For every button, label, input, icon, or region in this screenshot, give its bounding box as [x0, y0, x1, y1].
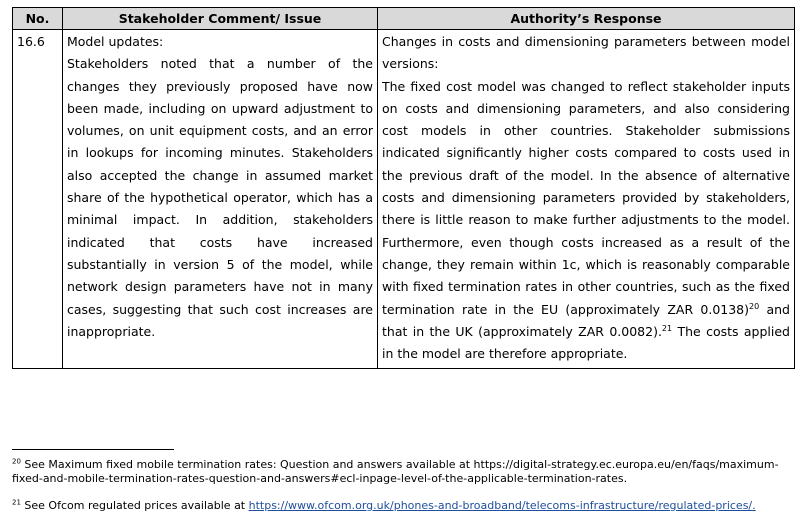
- response-body-part1: The fixed cost model was changed to reflect stakeholder inputs on costs and dimensioning parameters, and also considering cost models in other countries. Stakeholder submissions indicated significantly higher costs compared to costs used in the previous draft of the model. In the absence of alternative costs and dimensioning parameters provided by stakeholders, there is little reason to make further adjustments to the model. Furthermore, even though costs increased as a result of the change, they remain within 1c, which is reasonably comparable with fixed termination rates in other countries, such as the fixed termination rate in the EU (approximately ZAR 0.0138): [382, 78, 790, 317]
- footnote-21-marker: 21: [12, 498, 21, 507]
- response-cell: [378, 30, 795, 369]
- comment-body: Stakeholders noted that a number of the changes they previously proposed have now been made, including on upward adjustment to volumes, on unit equipment costs, and an error in lookups for incoming minutes. Stakeholders also accepted the change in assumed market share of the hypothetical operator, which has a minimal impact. In addition, stakeholders indicated that costs have increased substantially in version 5 of the model, while network design parameters have not in many cases, suggesting that such cost increases are inappropriate.: [67, 56, 373, 339]
- response-body-part2: and that in the UK (approximately ZAR 0.0082).: [382, 301, 790, 339]
- footnote-21-text: See Ofcom regulated prices available at: [20, 499, 249, 512]
- header-authority-response: Authority’s Response: [378, 8, 795, 30]
- response-body-part3: The costs applied in the model are therefore appropriate.: [382, 323, 790, 362]
- comment-cell: [63, 30, 378, 369]
- header-no: No.: [13, 8, 63, 30]
- ofcom-link[interactable]: https://www.ofcom.org.uk/phones-and-broadband/telecoms-infrastructure/regulated-prices/.: [248, 499, 756, 512]
- table-row: [13, 30, 795, 369]
- footnote-21: [12, 499, 792, 513]
- footnote-20-text: See Maximum fixed mobile termination rates: Question and answers available at https://digital-strategy.ec.europa.eu/en/faqs/maximum-fixed-and-mobile-termination-rates-question-and-answers#ecl-inpage-level-of-the-applicable-termination-rates.: [12, 458, 779, 485]
- footnote-ref-20[interactable]: 20: [749, 301, 760, 311]
- header-row: [13, 8, 795, 30]
- response-table: [12, 7, 795, 369]
- footnote-ref-21[interactable]: 21: [661, 323, 673, 333]
- footnote-20: [12, 458, 792, 485]
- footnote-20-marker: 20: [12, 457, 21, 466]
- header-stakeholder-comment: Stakeholder Comment/ Issue: [63, 8, 378, 30]
- response-title: Changes in costs and dimensioning parameters between model versions:: [382, 34, 790, 72]
- comment-title: Model updates:: [67, 34, 164, 49]
- footnote-separator: [12, 449, 174, 450]
- row-number: 16.6: [13, 30, 63, 369]
